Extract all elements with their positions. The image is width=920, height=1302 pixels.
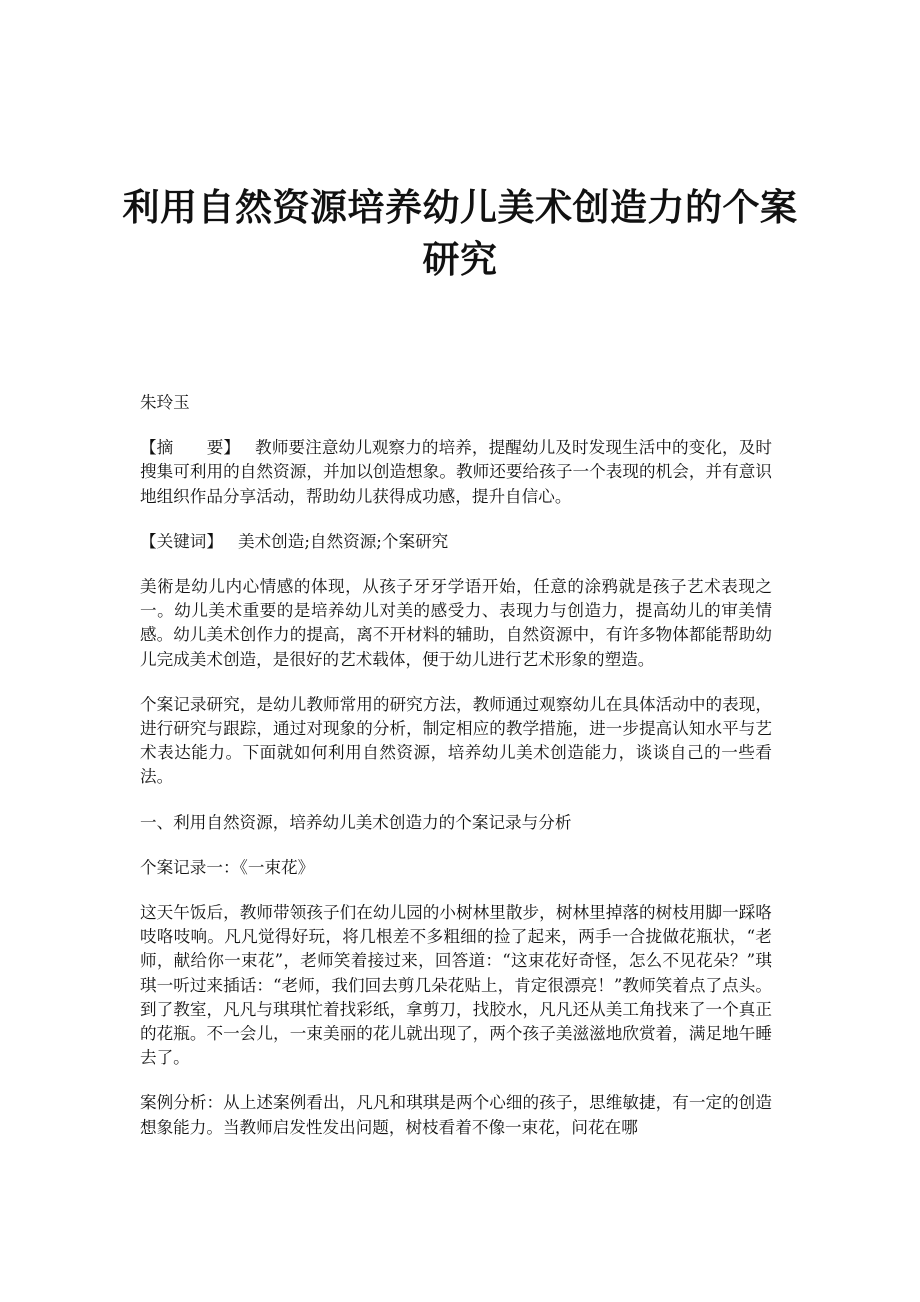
body-paragraph: 个案记录研究，是幼儿教师常用的研究方法，教师通过观察幼儿在具体活动中的表现，进行研究与跟踪，通过对现象的分析，制定相应的教学措施，进一步提高认知水平与艺术表达能力。下面就如何利用自然资源，培养幼儿美术创造能力，谈谈自己的一些看法。 (140, 694, 772, 787)
section-heading: 一、利用自然资源，培养幼儿美术创造力的个案记录与分析 (140, 812, 572, 832)
author-name: 朱玲玉 (140, 393, 190, 412)
abstract-label: 【摘 要】 (140, 438, 241, 458)
abstract-section (140, 436, 772, 509)
document-body (140, 391, 772, 1161)
keywords-label: 【关键词】 (140, 531, 223, 551)
document-title: 利用自然资源培养幼儿美术创造力的个案研究 (122, 186, 798, 281)
body-paragraph: 这天午饭后，教师带领孩子们在幼儿园的小树林里散步，树林里掉落的树枝用脚一踩咯吱咯吱响。凡凡觉得好玩，将几根差不多粗细的捡了起来，两手一合拢做花瓶状，“老师，献给你一束花”，老师笑着接过来，回答道：“这束花好奇怪，怎么不见花朵？”琪琪一听过来插话：“老师，我们回去剪几朵花贴上，肯定很漂亮！”教师笑着点了点头。到了教室，凡凡与琪琪忙着找彩纸，拿剪刀，找胶水，凡凡还从美工角找来了一个真正的花瓶。不一会儿，一束美丽的花儿就出现了，两个孩子美滋滋地欣赏着，满足地午睡去了。 (140, 903, 772, 1068)
abstract-text: 教师要注意幼儿观察力的培养，提醒幼儿及时发现生活中的变化，及时搜集可利用的自然资源，并加以创造想象。教师还要给孩子一个表现的机会，并有意识地组织作品分享活动，帮助幼儿获得成功感，提升自信心。 (140, 438, 773, 506)
keywords-text: 美术创造;自然资源;个案研究 (237, 531, 449, 551)
case-heading: 个案记录一：《一束花》 (140, 857, 315, 877)
keywords-section (140, 530, 772, 554)
body-paragraph: 美術是幼儿内心情感的体现，从孩子牙牙学语开始，任意的涂鸦就是孩子艺术表现之一。幼儿美术重要的是培养幼儿对美的感受力、表现力与创造力，提高幼儿的审美情感。幼儿美术创作力的提高，离不开材料的辅助，自然资源中，有许多物体都能帮助幼儿完成美术创造，是很好的艺术载体，便于幼儿进行艺术形象的塑造。 (140, 577, 772, 669)
body-paragraph: 案例分析：从上述案例看出，凡凡和琪琪是两个心细的孩子，思维敏捷，有一定的创造想象能力。当教师启发性发出问题，树枝看着不像一束花，问花在哪 (140, 1093, 772, 1137)
